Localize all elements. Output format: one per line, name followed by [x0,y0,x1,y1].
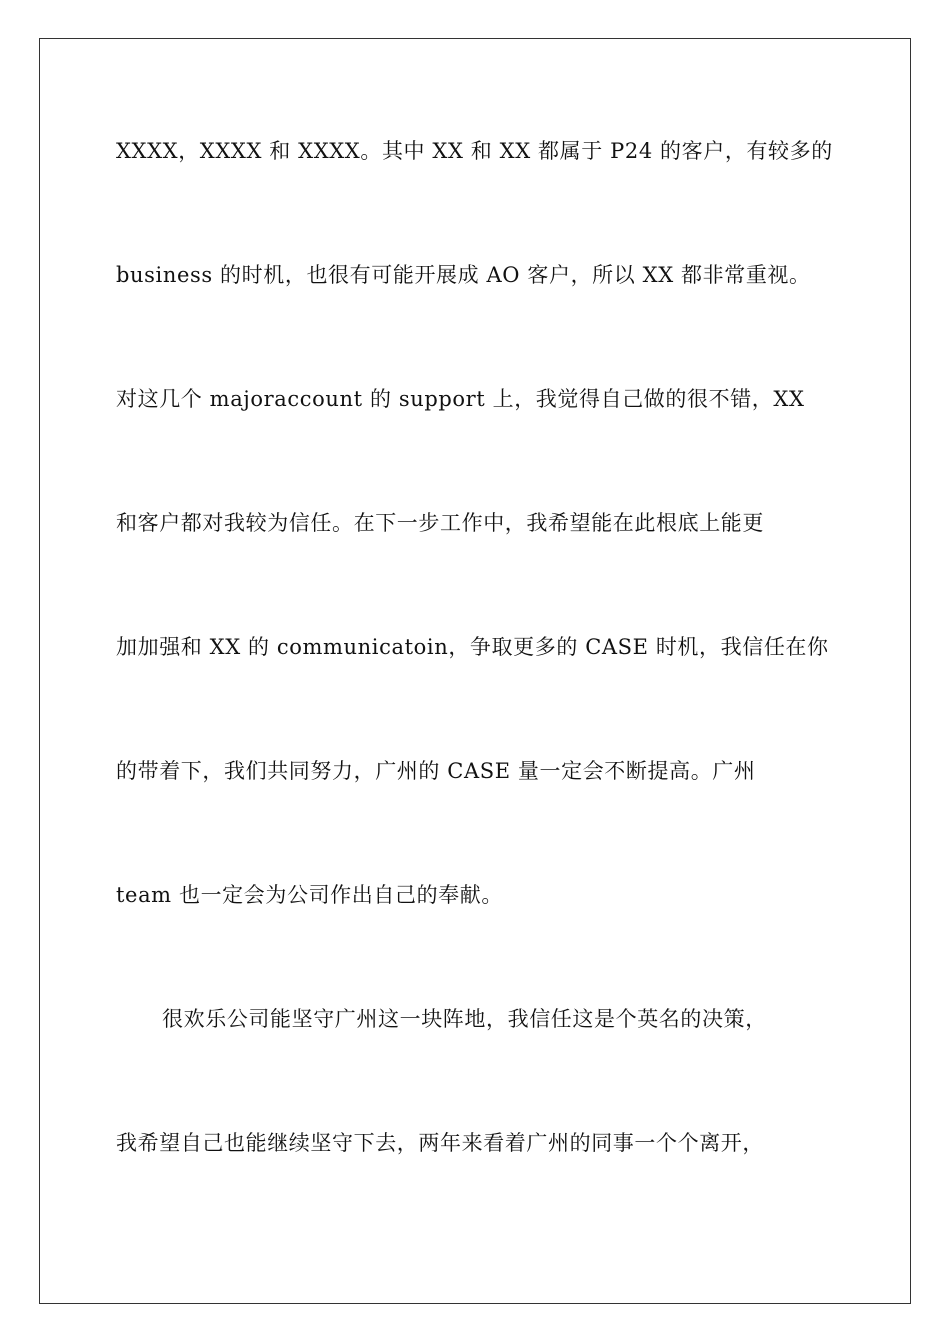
text-line-3: 对这几个 majoraccount 的 support 上，我觉得自己做的很不错，XX [116,387,805,411]
text-line-5: 加加强和 XX 的 communicatoin，争取更多的 CASE 时机，我信任在你 [116,635,829,659]
text-line-1: XXXX，XXXX 和 XXXX。其中 XX 和 XX 都属于 P24 的客户，有较多的 [116,139,833,163]
text-line-6: 的带着下，我们共同努力，广州的 CASE 量一定会不断提高。广州 [116,759,756,783]
text-line-7: team 也一定会为公司作出自己的奉献。 [116,883,503,907]
text-line-8: 很欢乐公司能坚守广州这一块阵地，我信任这是个英名的决策， [162,1007,767,1031]
text-line-4: 和客户都对我较为信任。在下一步工作中，我希望能在此根底上能更 [116,511,764,535]
text-line-9: 我希望自己也能继续坚守下去，两年来看着广州的同事一个个离开， [116,1131,764,1155]
page-border [39,38,911,1304]
text-line-2: business 的时机，也很有可能开展成 AO 客户，所以 XX 都非常重视。 [116,263,811,287]
